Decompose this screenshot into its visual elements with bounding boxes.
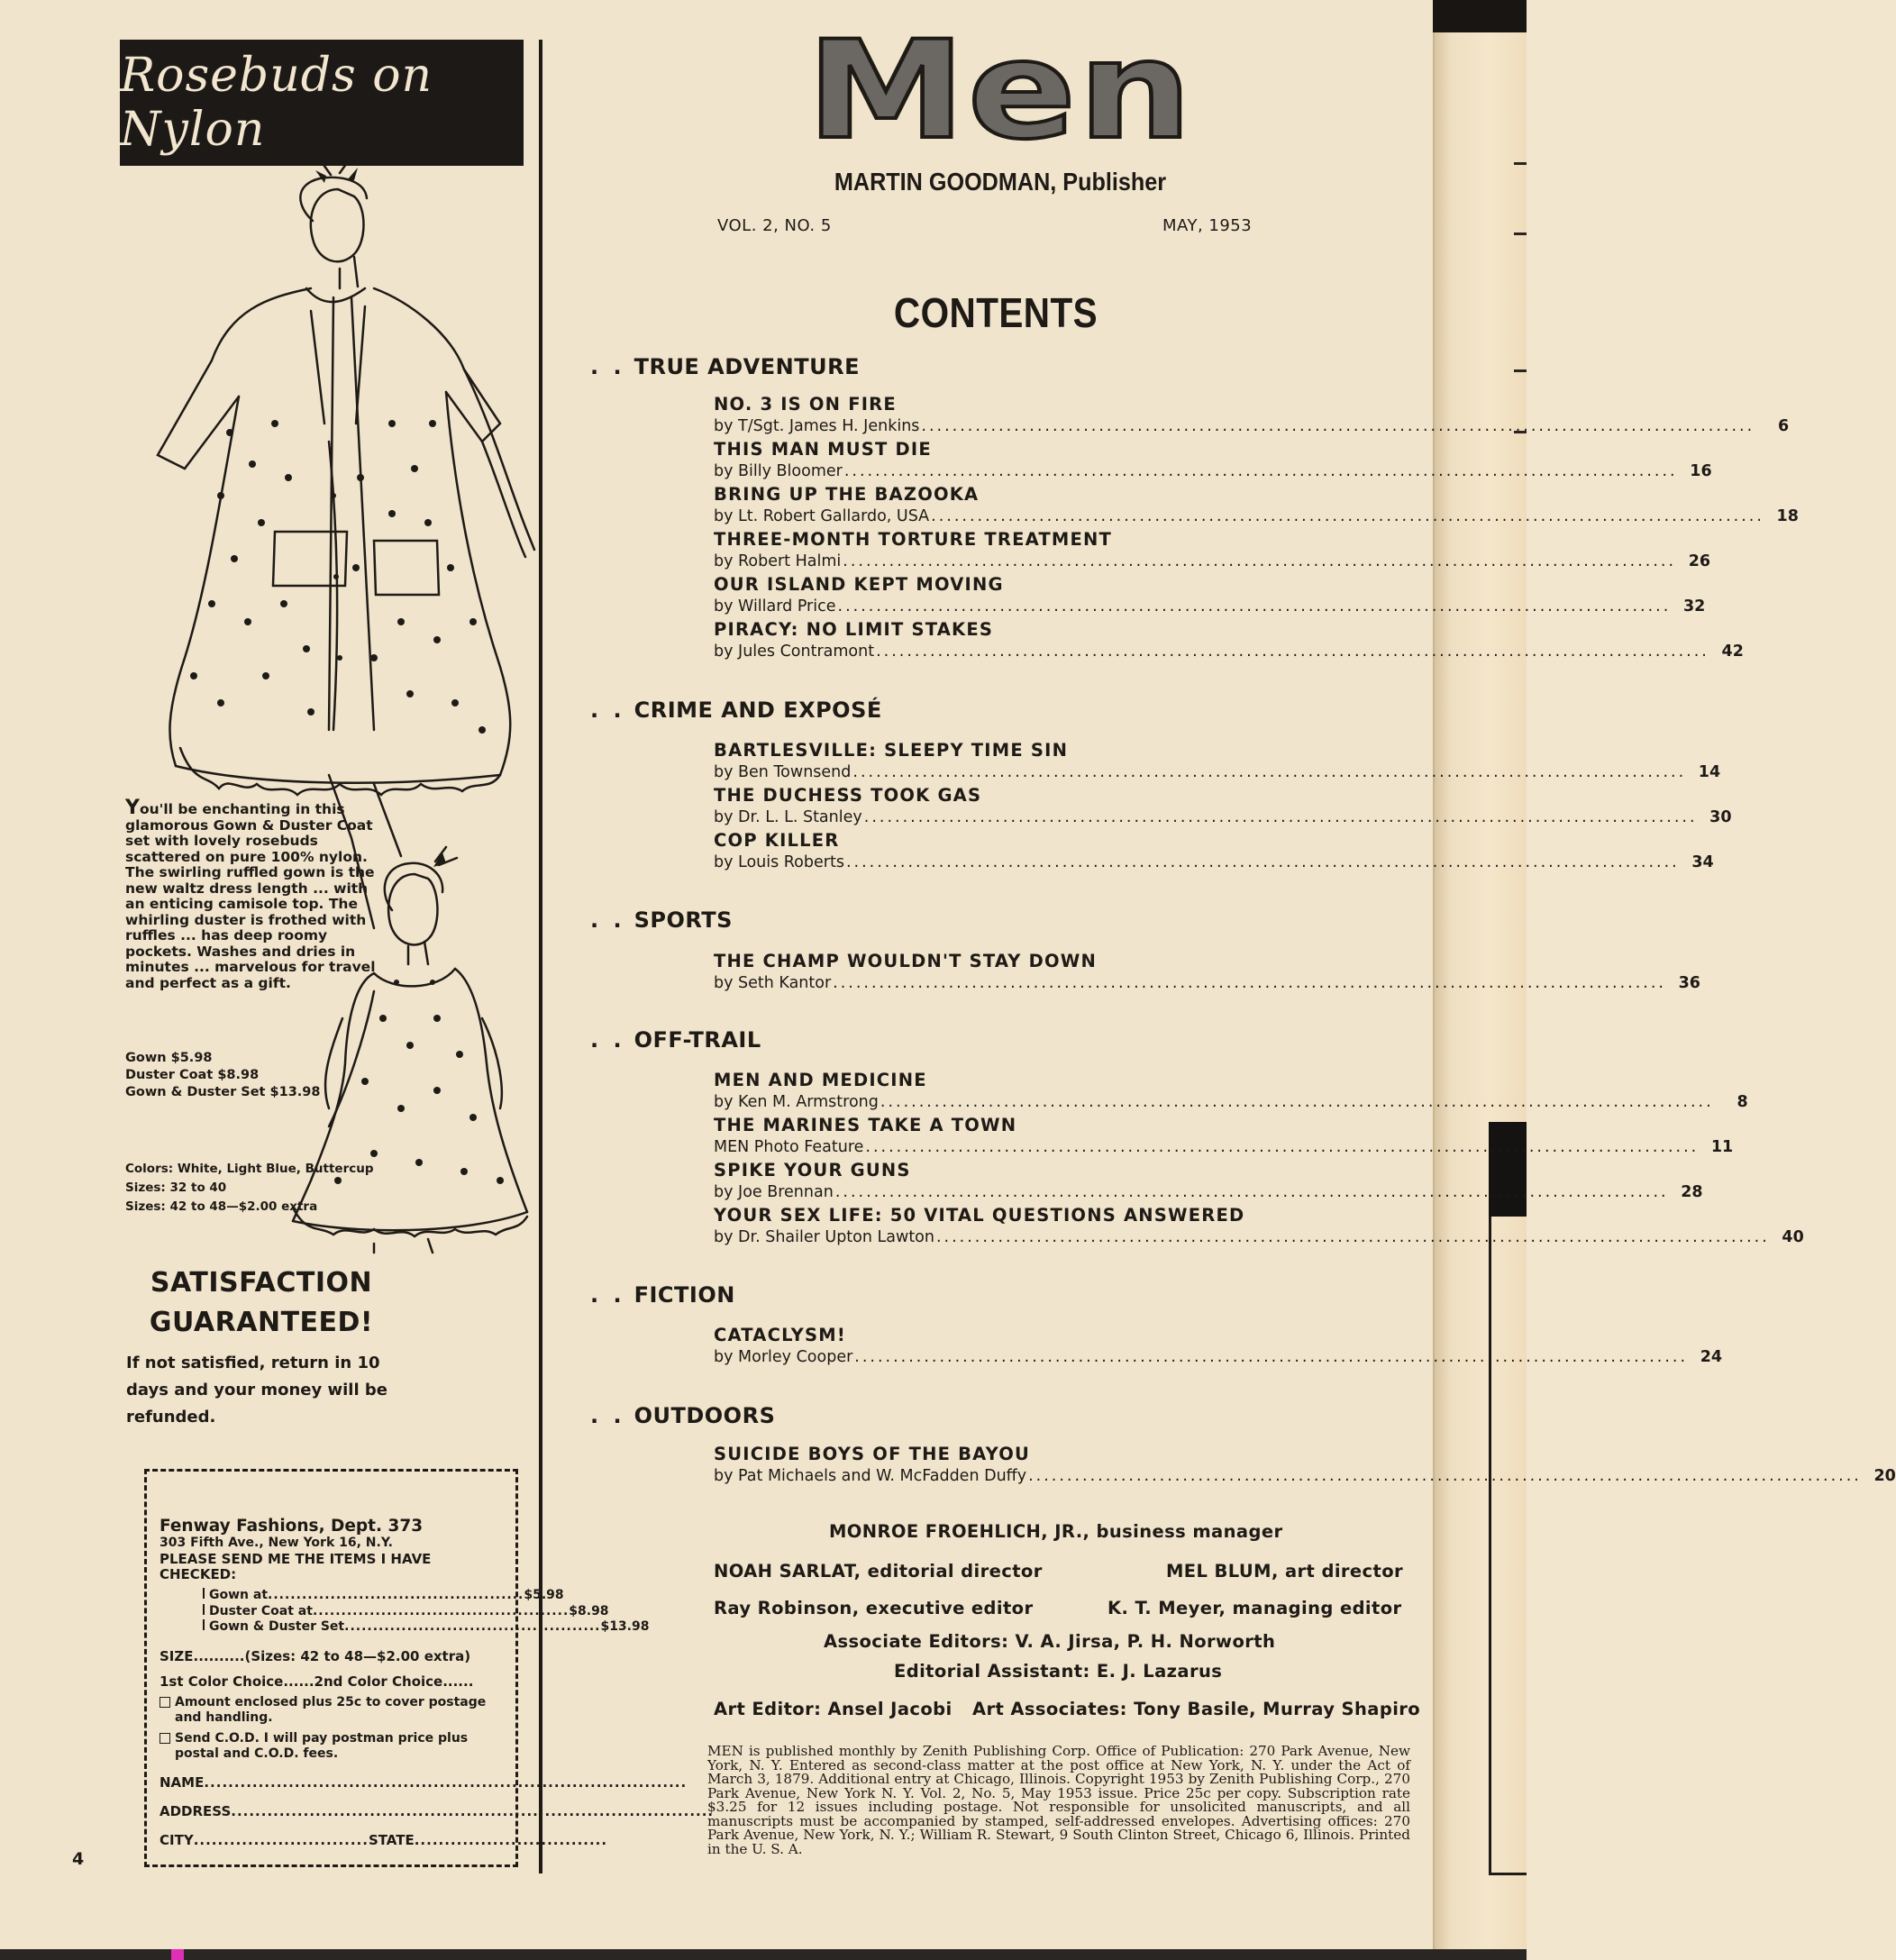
staff-executive-editor: Ray Robinson, executive editor <box>714 1598 1034 1618</box>
coupon-option-text: Send C.O.D. I will pay postman price plus postal and C.O.D. fees. <box>175 1730 469 1761</box>
coupon-item-price: $8.98 <box>569 1603 609 1618</box>
coupon-checkbox[interactable] <box>203 1619 205 1630</box>
toc-entry[interactable] <box>714 1205 1804 1248</box>
toc-page: 26 <box>1688 552 1711 570</box>
section-title: SPORTS <box>634 907 733 933</box>
coupon-color-second: 2nd Color Choice <box>314 1673 443 1690</box>
toc-author: by Pat Michaels and W. McFadden Duffy <box>714 1467 1027 1485</box>
order-coupon <box>144 1469 715 1867</box>
coupon-name-label: NAME <box>160 1773 205 1791</box>
toc-author: by Morley Cooper <box>714 1348 853 1366</box>
guarantee-line-1: SATISFACTION <box>150 1267 373 1299</box>
toc-author: by Dr. Shailer Upton Lawton <box>714 1228 934 1246</box>
toc-leader: ............................................................................................................ <box>863 808 1698 826</box>
coupon-name-field[interactable] <box>160 1773 688 1791</box>
price-set: Gown & Duster Set $13.98 <box>125 1085 321 1099</box>
toc-page: 30 <box>1709 808 1732 826</box>
coupon-size-field[interactable] <box>160 1648 505 1664</box>
toc-page: 28 <box>1681 1183 1703 1201</box>
toc-page: 40 <box>1782 1228 1804 1246</box>
section-title: OUTDOORS <box>634 1403 776 1428</box>
toc-page: 20 <box>1873 1467 1896 1485</box>
guarantee-heading <box>126 1263 397 1343</box>
section-true-adventure <box>590 354 860 379</box>
toc-author: by Ken M. Armstrong <box>714 1093 879 1111</box>
toc-author: by Joe Brennan <box>714 1183 834 1201</box>
toc-entry[interactable] <box>714 1160 1703 1203</box>
ad-colors: Colors: White, Light Blue, Buttercup <box>125 1162 374 1176</box>
coupon-leader: ............................................. <box>268 1588 524 1602</box>
coupon-item-price: $13.98 <box>600 1619 650 1634</box>
coupon-checkbox[interactable] <box>160 1697 170 1708</box>
staff-associate-editors: Associate Editors: V. A. Jirsa, P. H. Norworth <box>824 1631 1276 1652</box>
toc-title: THE MARINES TAKE A TOWN <box>714 1115 1017 1135</box>
coupon-item <box>203 1619 650 1636</box>
toc-title: SPIKE YOUR GUNS <box>714 1160 911 1181</box>
toc-leader: ............................................................................................................ <box>833 974 1666 992</box>
toc-title: CATACLYSM! <box>714 1325 846 1345</box>
staff-managing-editor: K. T. Meyer, managing editor <box>1108 1598 1402 1618</box>
section-leader: . . <box>590 1027 625 1053</box>
toc-entry[interactable] <box>714 439 1712 482</box>
staff-editorial-assistant: Editorial Assistant: E. J. Lazarus <box>894 1661 1223 1682</box>
coupon-address-field[interactable] <box>160 1802 715 1819</box>
next-page-rule-bottom <box>1489 1873 1527 1875</box>
ad-description-dropcap: Y <box>125 797 140 819</box>
toc-leader: ............................................................................................................ <box>843 552 1677 570</box>
toc-leader: ............................................................................................................ <box>843 462 1678 480</box>
section-crime-and-expose <box>590 697 882 723</box>
ad-description-text: ou'll be enchanting in this glamorous Gown & Duster Coat set with lovely rosebuds scattered on pure 100% nylon. The swirling ruffled gown is the new waltz dress length ... with an enticing camisole top. The whirling duster is frothed with ruffles ... has deep roomy pockets. Washes and dries in minutes ... marvelous for travel and perfect as a gift. <box>125 801 376 991</box>
staff-art-associates: Art Associates: Tony Basile, Murray Shapiro <box>972 1699 1421 1719</box>
toc-leader: ............................................................................................................ <box>880 1093 1714 1111</box>
guarantee-line-2: GUARANTEED! <box>149 1307 374 1338</box>
scan-bottom-edge <box>0 1949 1527 1960</box>
toc-title: NO. 3 IS ON FIRE <box>714 394 897 415</box>
toc-page: 34 <box>1691 853 1714 871</box>
coupon-leader: .......... <box>193 1647 245 1664</box>
toc-author: by Ben Townsend <box>714 763 852 781</box>
contents-heading: CONTENTS <box>893 289 1098 336</box>
coupon-item <box>203 1588 564 1604</box>
page-edge-shadow <box>1433 0 1527 32</box>
ad-banner-text: Rosebuds on Nylon <box>120 49 433 157</box>
coupon-state-label: STATE <box>368 1831 415 1848</box>
toc-entry[interactable] <box>714 1325 1723 1368</box>
guarantee-text: If not satisfied, return in 10 days and your money will be refunded. <box>126 1354 388 1427</box>
coupon-checkbox[interactable] <box>203 1588 205 1599</box>
toc-leader: ............................................................................................................ <box>837 597 1672 615</box>
ad-sizes-standard: Sizes: 32 to 40 <box>125 1181 227 1195</box>
coupon-leader: ...... <box>283 1673 314 1690</box>
toc-title: THIS MAN MUST DIE <box>714 439 932 460</box>
coupon-item-price: $5.98 <box>524 1588 564 1602</box>
coupon-leader: ............................................. <box>312 1603 570 1618</box>
toc-entry[interactable] <box>714 785 1732 828</box>
publisher-line: MARTIN GOODMAN, Publisher <box>834 168 1167 196</box>
toc-entry[interactable] <box>714 740 1721 783</box>
coupon-leader: ............................................. <box>344 1619 601 1634</box>
toc-author: by Lt. Robert Gallardo, USA <box>714 507 930 525</box>
toc-page: 6 <box>1778 417 1790 435</box>
ad-sizes-extra: Sizes: 42 to 48—$2.00 extra <box>125 1199 318 1214</box>
issue-date: MAY, 1953 <box>1162 216 1253 235</box>
section-title: TRUE ADVENTURE <box>634 354 860 379</box>
scan-color-mark <box>171 1949 184 1960</box>
coupon-leader: ............................. <box>193 1831 369 1848</box>
toc-entry[interactable] <box>714 1115 1734 1158</box>
toc-page: 24 <box>1700 1348 1723 1366</box>
section-leader: . . <box>590 907 625 933</box>
coupon-leader: ...... <box>442 1673 474 1690</box>
coupon-items <box>203 1588 650 1636</box>
coupon-address-label: ADDRESS <box>160 1802 232 1819</box>
coupon-item <box>203 1603 609 1620</box>
staff-business-manager: MONROE FROEHLICH, JR., business manager <box>829 1521 1283 1542</box>
coupon-color-fields[interactable] <box>160 1673 505 1690</box>
coupon-request: PLEASE SEND ME THE ITEMS I HAVE CHECKED: <box>160 1551 432 1582</box>
toc-title: THE CHAMP WOULDN'T STAY DOWN <box>714 951 1098 971</box>
coupon-item-label: Duster Coat at <box>209 1603 313 1618</box>
ad-description <box>125 797 387 991</box>
toc-page: 42 <box>1721 643 1744 661</box>
section-title: CRIME AND EXPOSÉ <box>634 697 882 723</box>
toc-leader: ............................................................................................................ <box>876 643 1709 661</box>
toc-title: SUICIDE BOYS OF THE BAYOU <box>714 1444 1031 1464</box>
next-page-mark <box>1514 232 1527 235</box>
toc-title: BRING UP THE BAZOOKA <box>714 484 980 505</box>
toc-leader: ............................................................................................................ <box>845 853 1680 871</box>
toc-leader: ............................................................................................................ <box>921 417 1755 435</box>
toc-title: BARTLESVILLE: SLEEPY TIME SIN <box>714 740 1069 761</box>
toc-page: 14 <box>1698 763 1721 781</box>
section-title: OFF-TRAIL <box>634 1027 761 1053</box>
section-leader: . . <box>590 1282 625 1308</box>
coupon-size-label: SIZE <box>160 1647 194 1664</box>
toc-leader: ............................................................................................................ <box>935 1228 1770 1246</box>
section-outdoors <box>590 1403 775 1428</box>
coupon-city-label: CITY <box>160 1831 194 1848</box>
toc-entry[interactable] <box>714 830 1714 873</box>
section-leader: . . <box>590 1403 625 1428</box>
toc-leader: ............................................................................................................ <box>865 1138 1700 1156</box>
ad-colors-sizes <box>125 1160 396 1217</box>
toc-entry[interactable] <box>714 484 1799 527</box>
toc-entry[interactable] <box>714 951 1700 994</box>
coupon-option-prepaid <box>160 1695 505 1726</box>
toc-page: 8 <box>1736 1093 1748 1111</box>
coupon-option-text: Amount enclosed plus 25c to cover postage and handling. <box>175 1694 487 1725</box>
toc-title: THE DUCHESS TOOK GAS <box>714 785 982 806</box>
coupon-leader: ................................................................................ <box>204 1773 688 1791</box>
volume-number: VOL. 2, NO. 5 <box>717 216 832 235</box>
toc-author: by T/Sgt. James H. Jenkins <box>714 417 920 435</box>
section-leader: . . <box>590 354 625 379</box>
section-title: FICTION <box>634 1282 735 1308</box>
toc-leader: ............................................................................................................ <box>1028 1467 1862 1485</box>
masthead-title: Men <box>807 13 1194 169</box>
toc-page: 18 <box>1776 507 1799 525</box>
toc-entry[interactable] <box>714 619 1744 662</box>
toc-page: 36 <box>1678 974 1700 992</box>
page-number: 4 <box>72 1849 85 1869</box>
toc-author: by Jules Contramont <box>714 643 875 661</box>
toc-leader: ............................................................................................................ <box>854 1348 1689 1366</box>
coupon-checkbox[interactable] <box>203 1604 205 1615</box>
toc-entry[interactable] <box>714 574 1706 617</box>
section-leader: . . <box>590 697 625 723</box>
next-page-rule <box>1489 1217 1491 1874</box>
toc-author: by Dr. L. L. Stanley <box>714 808 862 826</box>
toc-author: by Billy Bloomer <box>714 462 843 480</box>
coupon-item-label: Gown at <box>209 1588 269 1602</box>
staff-art-director: MEL BLUM, art director <box>1166 1561 1404 1582</box>
section-off-trail <box>590 1027 761 1053</box>
toc-author: MEN Photo Feature <box>714 1138 864 1156</box>
toc-title: OUR ISLAND KEPT MOVING <box>714 574 1004 595</box>
staff-editorial-director: NOAH SARLAT, editorial director <box>714 1561 1043 1582</box>
ad-banner <box>120 40 524 166</box>
toc-author: by Louis Roberts <box>714 853 844 871</box>
section-sports <box>590 907 733 933</box>
section-fiction <box>590 1282 735 1308</box>
toc-page: 32 <box>1682 597 1706 615</box>
toc-title: THREE-MONTH TORTURE TREATMENT <box>714 529 1113 550</box>
price-duster: Duster Coat $8.98 <box>125 1068 260 1082</box>
toc-title: YOUR SEX LIFE: 50 VITAL QUESTIONS ANSWERED <box>714 1205 1245 1226</box>
toc-title: PIRACY: NO LIMIT STAKES <box>714 619 994 640</box>
coupon-leader: ................................ <box>414 1831 608 1848</box>
toc-title: MEN AND MEDICINE <box>714 1070 927 1090</box>
coupon-leader: ................................................................................ <box>231 1802 715 1819</box>
next-page-mark <box>1514 369 1527 372</box>
coupon-option-cod <box>160 1731 505 1762</box>
masthead-logo <box>793 13 1208 169</box>
coupon-company: Fenway Fashions, Dept. 373 <box>160 1517 424 1536</box>
coupon-color-first: 1st Color Choice <box>160 1673 284 1690</box>
toc-entry[interactable] <box>714 1070 1748 1113</box>
publication-notice: MEN is published monthly by Zenith Publishing Corp. Office of Publication: 270 Park Avenue, New York, N. Y. Entered as second-class matter at the post office at New York, N. Y. under the Act of March 3, 1879. Additional entry at Chicago, Illinois. Copyright 1953 by Zenith Publishing Corp., 270 Park Avenue, New York N. Y. Vol. 2, No. 5, May 1953 issue. Price 25c per copy. Subscription rate $3.25 for 12 issues including postage. Not responsible for unsolicited manuscripts, and all manuscripts must be accompanied by stamped, self-addressed envelopes. Advertising offices: 270 Park Avenue, New York, N. Y.; William R. Stewart, 9 South Clinton Street, Chicago 6, Illinois. Printed in the U. S. A. <box>707 1743 1410 1857</box>
toc-page: 16 <box>1690 462 1712 480</box>
toc-leader: ............................................................................................................ <box>852 763 1687 781</box>
toc-entry[interactable] <box>714 529 1711 572</box>
toc-author: by Seth Kantor <box>714 974 832 992</box>
next-page-mark <box>1514 162 1527 165</box>
ad-prices <box>125 1050 360 1101</box>
coupon-item-label: Gown & Duster Set <box>209 1619 345 1634</box>
toc-entry[interactable] <box>714 1444 1896 1487</box>
coupon-size-note: (Sizes: 42 to 48—$2.00 extra) <box>244 1647 471 1664</box>
price-gown: Gown $5.98 <box>125 1051 213 1065</box>
toc-title: COP KILLER <box>714 830 840 851</box>
coupon-address: 303 Fifth Ave., New York 16, N.Y. <box>160 1536 393 1550</box>
toc-page: 11 <box>1710 1138 1734 1156</box>
toc-author: by Robert Halmi <box>714 552 842 570</box>
coupon-city-state-field[interactable] <box>160 1831 608 1848</box>
staff-art-editor: Art Editor: Ansel Jacobi <box>714 1699 953 1719</box>
toc-leader: ............................................................................................................ <box>931 507 1764 525</box>
toc-author: by Willard Price <box>714 597 836 615</box>
coupon-checkbox[interactable] <box>160 1733 170 1744</box>
toc-entry[interactable] <box>714 394 1790 437</box>
toc-leader: ............................................................................................................ <box>834 1183 1669 1201</box>
